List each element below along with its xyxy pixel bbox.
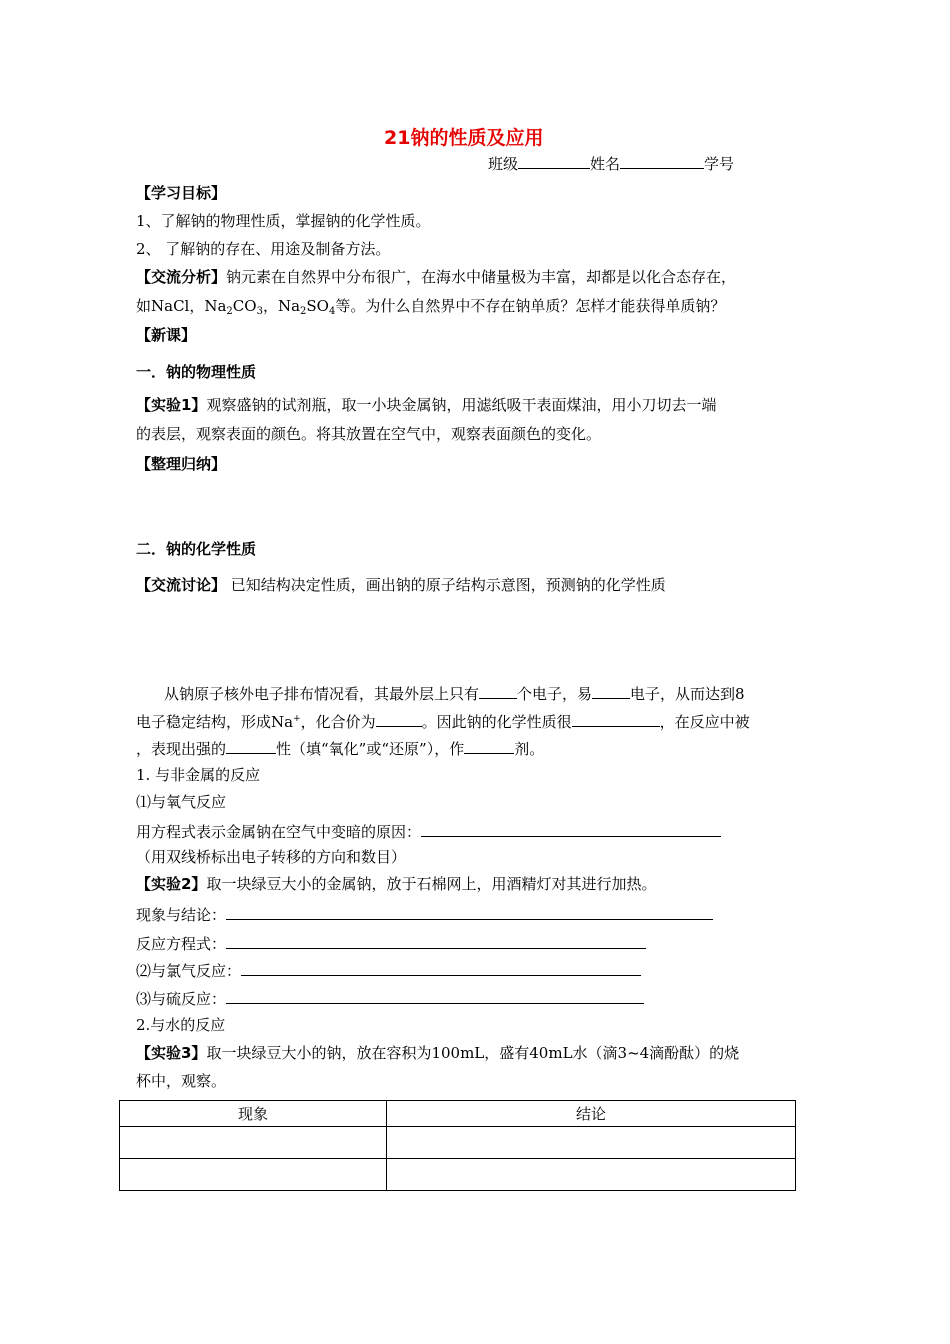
table-row [120, 1159, 796, 1191]
discuss-line [136, 575, 666, 595]
page-title: 21钠的性质及应用 [384, 127, 544, 149]
exp1-text-1: 观察盛钠的试剂瓶，取一小块金属钠，用滤纸吸干表面煤油，用小刀切去一端 [206, 396, 717, 414]
table-cell[interactable] [120, 1127, 387, 1159]
para-text: 从钠原子核外电子排布情况看，其最外层上只有 [164, 685, 480, 703]
subscript: 4 [328, 306, 336, 317]
fill-para-line-2 [136, 710, 750, 732]
para-text: 电子稳定结构，形成Na [136, 713, 294, 731]
property-blank[interactable] [572, 710, 660, 727]
phenomenon-line [136, 903, 713, 925]
exp2-line [136, 874, 656, 894]
formula-text: SO [306, 297, 329, 315]
table-header-conclusion: 结论 [387, 1101, 796, 1127]
exp2-label: 【实验2】 [136, 875, 207, 893]
fill-para-line-3 [136, 737, 544, 759]
analysis-line-2 [136, 296, 725, 316]
observation-table [119, 1100, 796, 1191]
table-row [120, 1127, 796, 1159]
goal-item-1: 1、了解钠的物理性质，掌握钠的化学性质。 [136, 212, 431, 230]
equation-label: 反应方程式： [136, 935, 227, 953]
discuss-text: 已知结构决定性质，画出钠的原子结构示意图，预测钠的化学性质 [226, 576, 666, 594]
para-text: ，在反应中被 [659, 713, 750, 731]
exp1-line-2: 的表层，观察表面的颜色。将其放置在空气中，观察表面颜色的变化。 [136, 425, 602, 443]
equation-blank[interactable] [421, 820, 721, 837]
table-cell[interactable] [387, 1127, 796, 1159]
class-label: 班级 [488, 155, 519, 173]
superscript: + [293, 714, 301, 724]
table-header-row [120, 1101, 796, 1127]
sulfur-line [136, 987, 644, 1009]
exp3-text-1: 取一块绿豆大小的钠，放在容积为100mL，盛有40mL水（滴3~4滴酚酞）的烧 [206, 1044, 740, 1062]
gain-lose-blank[interactable] [592, 682, 630, 699]
equation-line [136, 932, 646, 954]
formula-text: ，Na [262, 297, 301, 315]
phenomenon-label: 现象与结论： [136, 906, 227, 924]
exp1-label: 【实验1】 [136, 396, 207, 414]
student-info-line [488, 152, 734, 174]
table-cell[interactable] [387, 1159, 796, 1191]
electron-count-blank[interactable] [479, 682, 517, 699]
chlorine-blank[interactable] [241, 959, 641, 976]
goals-heading: 【学习目标】 [136, 184, 227, 202]
subscript: 3 [256, 306, 263, 317]
new-lesson-heading: 【新课】 [136, 326, 197, 344]
equation-prompt: 用方程式表示金属钠在空气中变暗的原因： [136, 823, 422, 841]
analysis-line-1 [136, 267, 736, 287]
table-cell[interactable] [120, 1159, 387, 1191]
equation-prompt-line [136, 820, 721, 842]
exp3-label: 【实验3】 [136, 1044, 207, 1062]
chlorine-label: ⑵与氯气反应： [136, 962, 242, 980]
para-text: 电子，从而达到8 [630, 685, 745, 703]
valence-blank[interactable] [376, 710, 422, 727]
para-text: ，化合价为 [300, 713, 376, 731]
question-text: 等。为什么自然界中不存在钠单质？怎样才能获得单质钠？ [335, 297, 726, 315]
chlorine-line [136, 959, 641, 981]
name-blank[interactable] [620, 152, 704, 169]
analysis-heading: 【交流分析】 [136, 268, 227, 286]
exp3-line-1 [136, 1043, 739, 1063]
exp1-line-1 [136, 395, 716, 415]
fill-para-line-1 [164, 682, 745, 704]
id-label: 学号 [704, 155, 735, 173]
summary-heading: 【整理归纳】 [136, 455, 227, 473]
para-text: 。因此钠的化学性质很 [421, 713, 572, 731]
formula-text: 如NaCl，Na [136, 297, 227, 315]
exp2-text: 取一块绿豆大小的金属钠，放于石棉网上，用酒精灯对其进行加热。 [206, 875, 657, 893]
exp3-line-2: 杯中，观察。 [136, 1072, 227, 1090]
class-blank[interactable] [518, 152, 590, 169]
para-text: ，表现出强的 [136, 740, 227, 758]
section1-heading: 一．钠的物理性质 [136, 363, 257, 381]
table-header-phenomenon: 现象 [120, 1101, 387, 1127]
analysis-text-1: 钠元素在自然界中分布很广，在海水中储量极为丰富，却都是以化合态存在， [226, 268, 737, 286]
name-label: 姓名 [590, 155, 621, 173]
subscript: 2 [226, 306, 233, 317]
section2-heading: 二．钠的化学性质 [136, 540, 257, 558]
para-text: 个电子，易 [517, 685, 593, 703]
para-text: 剂。 [514, 740, 545, 758]
nonmetal-heading: 1. 与非金属的反应 [136, 766, 261, 784]
formula-text: CO [232, 297, 257, 315]
agent-blank[interactable] [464, 737, 514, 754]
water-heading: 2.与水的反应 [136, 1016, 226, 1034]
sulfur-label: ⑶与硫反应： [136, 990, 227, 1008]
subscript: 2 [300, 306, 307, 317]
sulfur-blank[interactable] [226, 987, 644, 1004]
para-text: 性（填“氧化”或“还原”），作 [276, 740, 465, 758]
phenomenon-blank[interactable] [226, 903, 713, 920]
goal-item-2: 2、 了解钠的存在、用途及制备方法。 [136, 240, 391, 258]
reaction-equation-blank[interactable] [226, 932, 646, 949]
oxygen-heading: ⑴与氧气反应 [136, 793, 227, 811]
redox-blank[interactable] [226, 737, 276, 754]
bridge-note: （用双线桥标出电子转移的方向和数目） [136, 848, 407, 866]
discuss-label: 【交流讨论】 [136, 576, 227, 594]
